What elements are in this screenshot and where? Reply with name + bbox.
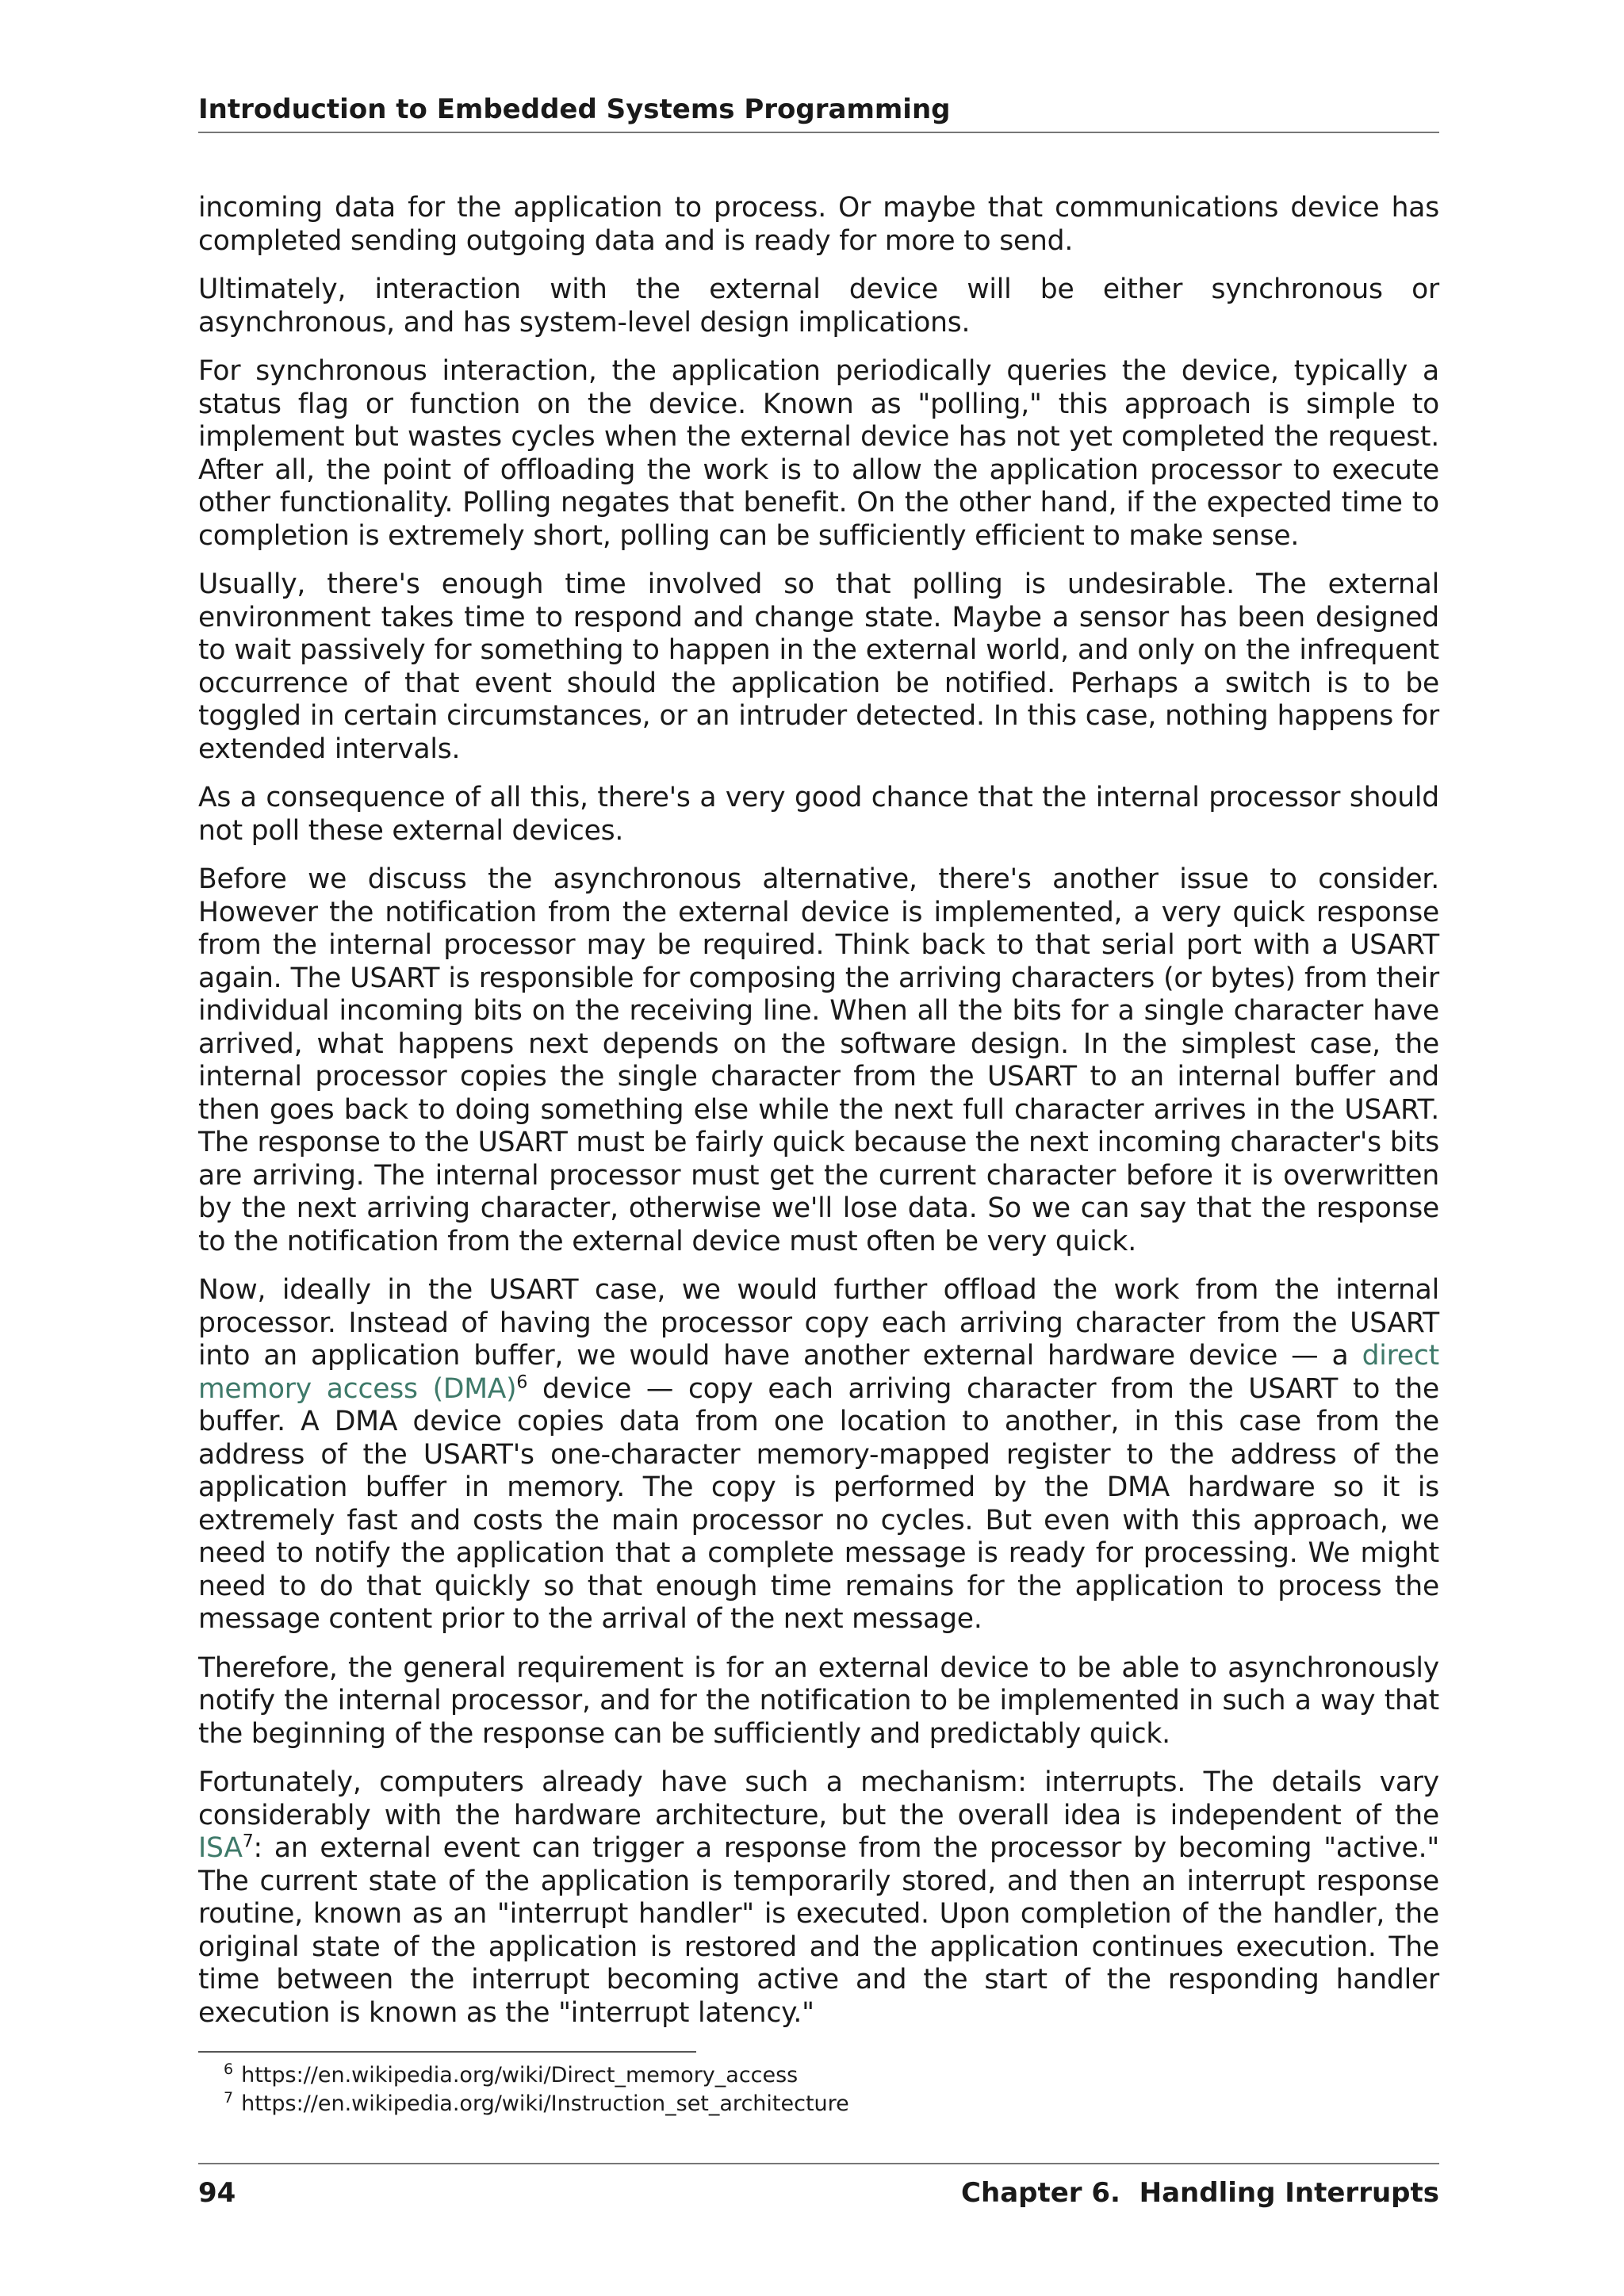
page-footer [198,2163,1439,2212]
paragraph: Before we discuss the asynchronous alternative, there's another issue to consider. However the notification from the external device is implemented, a very quick response from the internal processor may be required. Think back to that serial port with a USART again. The USART is responsible for composing the arriving characters (or bytes) from their individual incoming bits on the receiving line. When all the bits for a single character have arrived, what happens next depends on the software design. In the simplest case, the internal processor copies the single character from the USART to an internal buffer and then goes back to doing something else while the next full character arrives in the USART. The response to the USART must be fairly quick because the next incoming character's bits are arriving. The internal processor must get the current character before it is overwritten by the next arriving character, otherwise we'll lose data. So we can say that the response to the notification from the external device must often be very quick. [198,863,1439,1257]
footnote-number: 6 [224,2061,234,2078]
paragraph-text: : an external event can trigger a response from the processor by becoming "active." The current state of the application is temporarily stored, and then an interrupt response routine, known as an "interrupt handler" is executed. Upon completion of the handler, the original state of the application is restored and the application continues execution. The time between the interrupt becoming active and the start of the responding handler execution is known as the "interrupt latency." [198,1832,1439,2029]
paragraph: Therefore, the general requirement is for an external device to be able to asynchronously notify the internal processor, and for the notification to be implemented in such a way that the beginning of the response can be sufficiently and predictably quick. [198,1651,1439,1750]
chapter-title: Chapter 6. Handling Interrupts [961,2177,1439,2209]
page-number: 94 [198,2177,236,2209]
footnotes [224,2061,1175,2118]
paragraph: incoming data for the application to process. Or maybe that communications device has completed sending outgoing data and is ready for more to send. [198,192,1439,257]
paragraph-text: device — copy each arriving character from the USART to the buffer. A DMA device copies data from one location to another, in this case from the address of the USART's one-character memory-mapped register to the address of the application buffer in memory. The copy is performed by the DMA hardware so it is extremely fast and costs the main processor no cycles. But even with this approach, we need to notify the application that a complete message is ready for processing. We might need to do that quickly so that enough time remains for the application to process the message content prior to the arrival of the next message. [198,1372,1439,1635]
paragraph-text: Fortunately, computers already have such a mechanism: interrupts. The details vary considerably with the hardware architecture, but the overall idea is independent of the [198,1766,1439,1831]
footnote-ref-6[interactable]: 6 [516,1372,528,1392]
running-header-title: Introduction to Embedded Systems Programming [198,94,951,125]
isa-link[interactable]: ISA [198,1832,243,1864]
footnote-ref-7[interactable]: 7 [242,1831,254,1852]
paragraph: For synchronous interaction, the application periodically queries the device, typically a status flag or function on the device. Known as "polling," this approach is simple to implement but wastes cycles when the external device has not yet completed the request. After all, the point of offloading the work is to allow the application processor to execute other functionality. Polling negates that benefit. On the other hand, if the expected time to completion is extremely short, polling can be sufficiently efficient to make sense. [198,355,1439,552]
paragraph-text: Now, ideally in the USART case, we would further offload the work from the internal processor. Instead of having the processor copy each arriving character from the USART into an application buffer, we would have another external hardware device — a [198,1274,1439,1372]
footnote-url[interactable]: https://en.wikipedia.org/wiki/Instruction_set_architecture [241,2091,849,2116]
footnote-divider [198,2051,696,2053]
paragraph-dma [198,1274,1439,1636]
footnote-number: 7 [224,2089,234,2107]
page-header [198,89,1439,133]
dma-link[interactable]: direct memory access (DMA) [198,1340,1439,1405]
paragraph: Ultimately, interaction with the external device will be either synchronous or asynchronous, and has system-level design implications. [198,274,1439,339]
page-body [198,192,1439,2045]
footnote-url[interactable]: https://en.wikipedia.org/wiki/Direct_memory_access [241,2063,799,2087]
footnote-item [224,2090,1175,2118]
paragraph-isa [198,1766,1439,2030]
paragraph: As a consequence of all this, there's a very good chance that the internal processor should not poll these external devices. [198,782,1439,847]
footnote-item [224,2061,1175,2090]
paragraph: Usually, there's enough time involved so that polling is undesirable. The external environment takes time to respond and change state. Maybe a sensor has been designed to wait passively for something to happen in the external world, and only on the infrequent occurrence of that event should the application be notified. Perhaps a switch is to be toggled in certain circumstances, or an intruder detected. In this case, nothing happens for extended intervals. [198,568,1439,765]
